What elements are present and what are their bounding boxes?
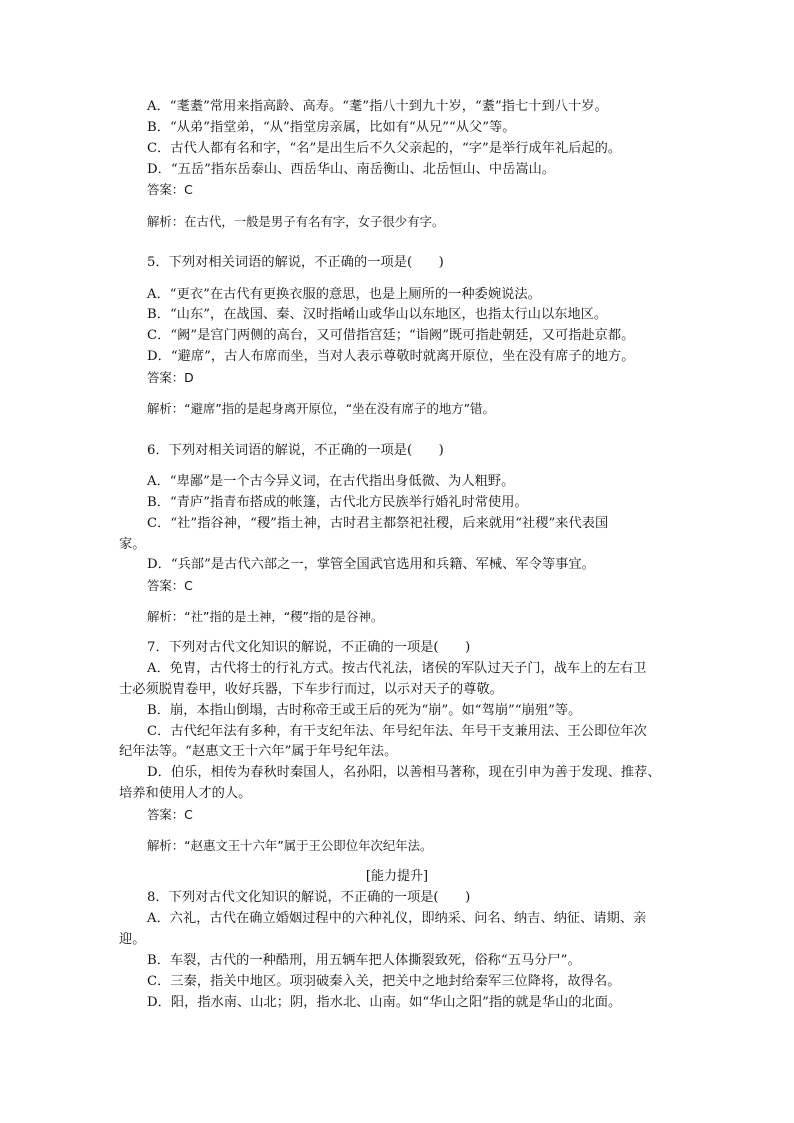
q7-line-6: D．伯乐，相传为春秋时秦国人，名孙阳，以善相马著称，现在引申为善于发现、推荐、 bbox=[147, 765, 661, 780]
q5-stem: 5．下列对相关词语的解说，不正确的一项是( ) bbox=[147, 255, 444, 270]
q6-answer: 答案：C bbox=[147, 578, 193, 593]
q7-line-4: C．古代纪年法有多种，有干支纪年法、年号纪年法、年号干支兼用法、王公即位年次 bbox=[147, 724, 647, 739]
q8-line-1: A．六礼，古代在确立婚姻过程中的六种礼仪，即纳采、问名、纳吉、纳征、请期、亲 bbox=[147, 911, 647, 926]
q7-answer: 答案：C bbox=[147, 807, 193, 822]
q5-analysis: 解析：“避席”指的是起身离开原位，“坐在没有席子的地方”错。 bbox=[147, 401, 495, 416]
q8-line-2: 迎。 bbox=[119, 932, 146, 947]
q5-answer: 答案：D bbox=[147, 370, 194, 385]
q7-line-7: 培养和使用人才的人。 bbox=[119, 786, 252, 801]
q8-line-4: C．三秦，指关中地区。项羽破秦入关，把关中之地封给秦军三位降将，故得名。 bbox=[147, 974, 621, 989]
q5-option-b: B．“山东”，在战国、秦、汉时指崤山或华山以东地区，也指太行山以东地区。 bbox=[147, 307, 608, 322]
q6-stem: 6．下列对相关词语的解说，不正确的一项是( ) bbox=[147, 443, 444, 458]
q6-option-c: C．“社”指谷神，“稷”指土神，古时君主都祭祀社稷，后来就用“社稷”来代表国 bbox=[147, 516, 609, 531]
q6-option-c-cont: 家。 bbox=[119, 537, 146, 552]
q7-analysis: 解析：“赵惠文王十六年”属于王公即位年次纪年法。 bbox=[147, 838, 433, 853]
q6-option-d: D．“兵部”是古代六部之一，掌管全国武官选用和兵籍、军械、军令等事宜。 bbox=[147, 557, 595, 572]
q7-line-2: 士必须脱胄卷甲，收好兵器，下车步行而过，以示对天子的尊敬。 bbox=[119, 682, 503, 697]
q5-option-d: D．“避席”，古人布席而坐，当对人表示尊敬时就离开原位，坐在没有席子的地方。 bbox=[147, 349, 635, 364]
section-heading: [能力提升] bbox=[365, 869, 429, 884]
q8-line-3: B．车裂，古代的一种酷刑，用五辆车把人体撕裂致死，俗称“五马分尸”。 bbox=[147, 953, 581, 968]
q4-option-d: D．“五岳”指东岳泰山、西岳华山、南岳衡山、北岳恒山、中岳嵩山。 bbox=[147, 162, 556, 177]
q4-answer: 答案：C bbox=[147, 182, 193, 197]
q6-analysis: 解析：“社”指的是土神，“稷”指的是谷神。 bbox=[147, 609, 384, 624]
q6-option-a: A．“卑鄙”是一个古今异义词，在古代指出身低微、为人粗野。 bbox=[147, 474, 515, 489]
q7-line-1: A．免胄，古代将士的行礼方式。按古代礼法，诸侯的军队过天子门，战车上的左右卫 bbox=[147, 661, 647, 676]
q5-option-a: A．“更衣”在古代有更换衣服的意思，也是上厕所的一种委婉说法。 bbox=[147, 287, 541, 302]
q4-option-c: C．古代人都有名和字，“名”是出生后不久父亲起的，“字”是举行成年礼后起的。 bbox=[147, 141, 622, 156]
q7-line-3: B．崩，本指山倒塌，古时称帝王或王后的死为“崩”。如“驾崩”“崩殂”等。 bbox=[147, 703, 582, 718]
q4-option-b: B．“从弟”指堂弟，“从”指堂房亲属，比如有“从兄”“从父”等。 bbox=[147, 120, 516, 135]
q4-analysis: 解析：在古代，一般是男子有名有字，女子很少有字。 bbox=[147, 214, 445, 229]
q6-option-b: B．“青庐”指青布搭成的帐篷，古代北方民族举行婚礼时常使用。 bbox=[147, 495, 528, 510]
q7-line-5: 纪年法等。“赵惠文王十六年”属于年号纪年法。 bbox=[119, 744, 398, 759]
q8-stem: 8．下列对古代文化知识的解说，不正确的一项是( ) bbox=[147, 890, 471, 905]
q4-option-a: A．“耄耋”常用来指高龄、高寿。“耄”指八十到九十岁，“耋”指七十到八十岁。 bbox=[147, 99, 608, 114]
q7-stem: 7．下列对古代文化知识的解说，不正确的一项是( ) bbox=[147, 640, 471, 655]
q8-line-5: D．阳，指水南、山北；阴，指水北、山南。如“华山之阳”指的就是华山的北面。 bbox=[147, 995, 622, 1010]
q5-option-c: C．“阙”是宫门两侧的高台，又可借指宫廷；“诣阙”既可指赴朝廷，又可指赴京都。 bbox=[147, 328, 635, 343]
